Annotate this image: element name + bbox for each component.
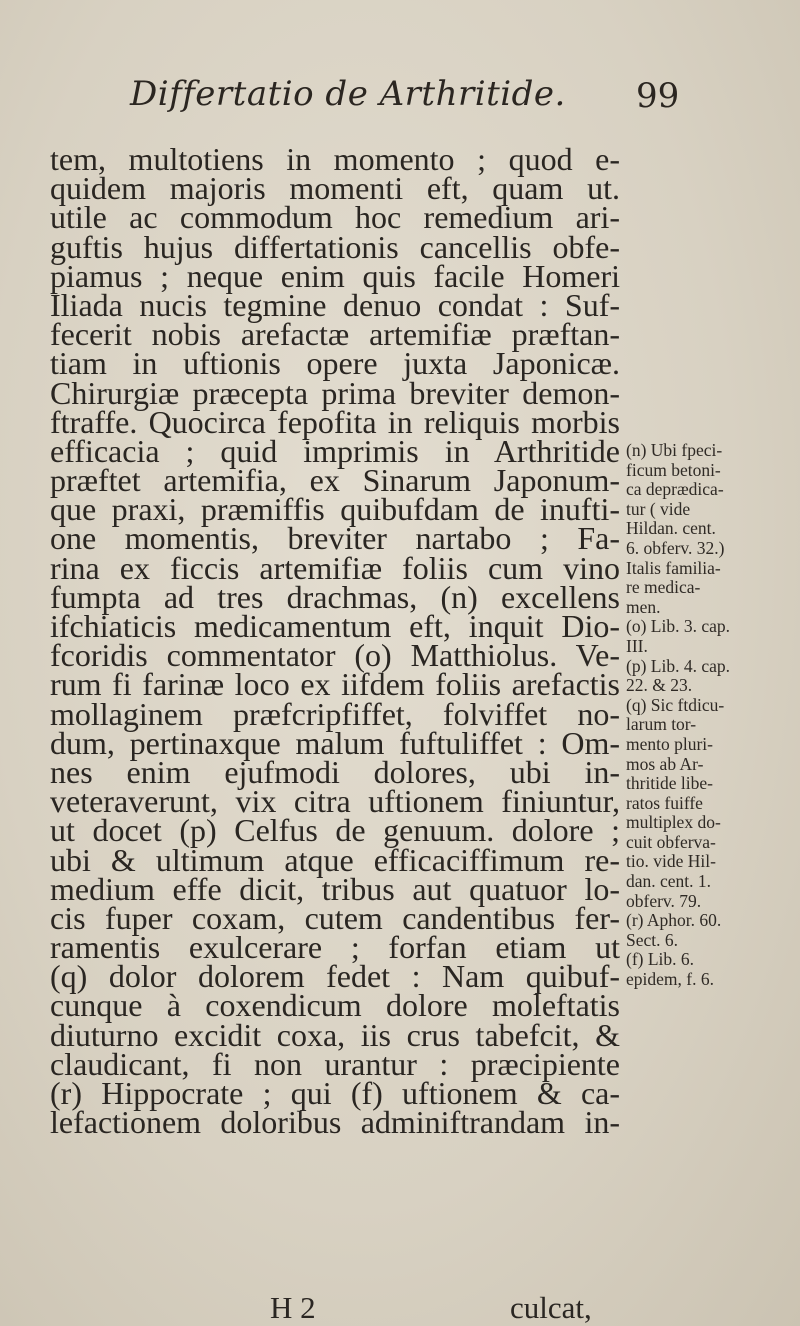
marginal-note-line: III. — [626, 635, 648, 656]
marginal-note-line: dan. cent. 1. — [626, 871, 712, 892]
text-line: claudicant, fi non urantur : præcipiente — [50, 1045, 620, 1082]
marginal-note-line: (q) Sic ftdicu- — [626, 694, 725, 715]
running-title: Differtatio de Arthritide. — [130, 74, 566, 114]
text-line: one momentis, breviter nartabo ; Fa- — [50, 520, 620, 557]
text-line: que praxi, præmiffis quibufdam de inufti- — [50, 491, 620, 528]
marginal-note-line: (p) Lib. 4. cap. — [626, 655, 730, 676]
text-line: diuturno excidit coxa, iis crus tabefcit, & — [50, 1016, 620, 1053]
text-line: lefactionem doloribus adminiftrandam in- — [50, 1104, 620, 1141]
marginal-notes — [626, 441, 796, 990]
main-text-column — [50, 141, 620, 1141]
page-number: 99 — [636, 76, 680, 116]
text-line: ramentis exulcerare ; forfan etiam ut — [50, 929, 620, 966]
marginal-note-line: ficum betoni- — [626, 459, 721, 480]
text-line: (q) dolor dolorem fedet : Nam quibuf- — [50, 958, 620, 995]
marginal-note-line: 22. & 23. — [626, 675, 693, 696]
marginal-note-line: (r) Aphor. 60. — [626, 910, 722, 931]
marginal-note-line: ratos fuiffe — [626, 792, 703, 813]
signature-mark: H 2 — [270, 1290, 316, 1325]
text-line: tem, multotiens in momento ; quod e- — [50, 141, 620, 177]
marginal-note-line: multiplex do- — [626, 812, 721, 833]
marginal-note-line: 6. obferv. 32.) — [626, 537, 725, 558]
text-line: rina ex ficcis artemifiæ foliis cum vino — [50, 549, 620, 586]
text-line: rum fi farinæ loco ex iifdem foliis arefactis — [50, 666, 620, 703]
text-line: tiam in uftionis opere juxta Japonicæ. — [50, 345, 620, 382]
marginal-note-line: epidem, f. 6. — [626, 969, 714, 990]
text-line: ubi & ultimum atque efficaciffimum re- — [50, 841, 620, 878]
marginal-note-line: (o) Lib. 3. cap. — [626, 616, 730, 637]
text-line: fumpta ad tres drachmas, (n) excellens — [50, 578, 620, 615]
text-line: fecerit nobis arefactæ artemifiæ præftan- — [50, 316, 620, 353]
text-line: mollaginem præfcripfiffet, folviffet no- — [50, 695, 620, 732]
text-line: ftraffe. Quocirca fepofita in reliquis morbis — [50, 403, 620, 440]
text-line: fcoridis commentator (o) Matthiolus. Ve- — [50, 637, 620, 674]
marginal-note-line: thritide libe- — [626, 773, 713, 794]
text-line: cunque à coxendicum dolore moleftatis — [50, 987, 620, 1024]
marginal-note-line: tio. vide Hil- — [626, 851, 716, 872]
text-line: cis fuper coxam, cutem candentibus fer- — [50, 899, 620, 936]
text-line: dum, pertinaxque malum fuftuliffet : Om- — [50, 724, 620, 761]
text-line: guftis hujus differtationis cancellis obfe- — [50, 228, 620, 265]
marginal-note-line: Italis familia- — [626, 557, 721, 578]
text-line: veteraverunt, vix citra uftionem finiuntur, — [50, 783, 620, 820]
text-line: piamus ; neque enim quis facile Homeri — [50, 257, 620, 294]
marginal-note-line: (f) Lib. 6. — [626, 949, 695, 970]
marginal-note-line: mento pluri- — [626, 733, 713, 754]
marginal-note-line: re medica- — [626, 577, 701, 598]
marginal-note-line: ca deprædica- — [626, 479, 724, 500]
text-line: ifchiaticis medicamentum eft, inquit Dio- — [50, 608, 620, 644]
text-line: efficacia ; quid imprimis in Arthritide — [50, 432, 620, 469]
text-line: Chirurgiæ præcepta prima breviter demon- — [50, 374, 620, 411]
marginal-note-line: mos ab Ar- — [626, 753, 704, 774]
marginal-note-line: cuit obferva- — [626, 831, 716, 852]
marginal-note-line: Hildan. cent. — [626, 518, 716, 539]
text-line: nes enim ejufmodi dolores, ubi in- — [50, 753, 620, 790]
text-line: (r) Hippocrate ; qui (f) uftionem & ca- — [50, 1075, 620, 1111]
page-header — [0, 74, 800, 134]
marginal-note-line: larum tor- — [626, 714, 697, 735]
marginal-note-line: Sect. 6. — [626, 929, 679, 950]
marginal-note-line: tur ( vide — [626, 498, 691, 519]
text-line: ut docet (p) Celfus de genuum. dolore ; — [50, 812, 620, 849]
marginal-note-line: (n) Ubi fpeci- — [626, 440, 723, 460]
text-line: Iliada nucis tegmine denuo condat : Suf- — [50, 286, 620, 323]
text-line: medium effe dicit, tribus aut quatuor lo- — [50, 870, 620, 907]
catchword: culcat, — [510, 1290, 592, 1325]
marginal-note-line: men. — [626, 596, 661, 617]
page-footer — [270, 1290, 690, 1324]
text-line: quidem majoris momenti eft, quam ut. — [50, 170, 620, 207]
text-line: præftet artemifia, ex Sinarum Japonum- — [50, 462, 620, 499]
text-line: utile ac commodum hoc remedium ari- — [50, 199, 620, 236]
marginal-note-line: obferv. 79. — [626, 890, 702, 911]
